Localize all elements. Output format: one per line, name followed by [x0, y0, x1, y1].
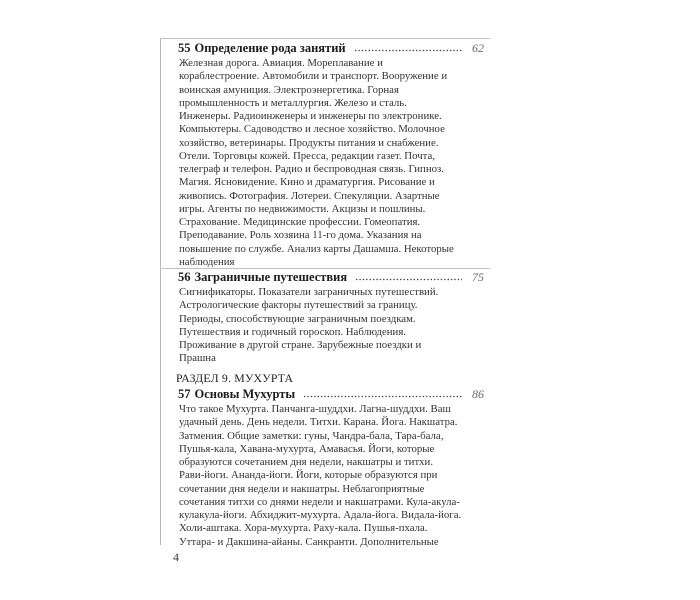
topic-line: Железная дорога. Авиация. Мореплавание и [179, 57, 383, 69]
topic-line: Астрологические факторы путешествий за границу. [179, 299, 418, 312]
topic-line: хозяйство, ветеринары. Продукты питания и снабжение. [179, 136, 439, 149]
topic-line: промышленность и металлургия. Железо и сталь. [179, 96, 407, 109]
page-reference: 86 [472, 387, 484, 401]
topic-line: кулакула-йоги. Абхиджит-мухурта. Адала-йога. Видала-йога. [179, 509, 462, 521]
topic-line: Путешествия и годичный гороскоп. Наблюдения. [179, 325, 406, 338]
margin-rule [160, 38, 161, 545]
topic-line: Магия. Ясновидение. Кино и драматургия. Рисование и [179, 176, 435, 189]
topic-line: воинская амуниция. Электроэнергетика. Горная [179, 83, 399, 96]
topic-line: Периоды, способствующие заграничным поездкам. [179, 312, 416, 325]
topic-line: сочетания титхи со днями недели и накшатрами. Кула-акула- [179, 495, 460, 508]
entry-divider [160, 38, 490, 39]
topic-line: наблюдения [179, 255, 235, 268]
page-reference: 62 [472, 41, 484, 55]
topic-line: Затмения. Общие заметки: гуны, Чандра-бала, Тара-бала, [179, 429, 444, 442]
toc-entry-heading [178, 269, 490, 286]
page-reference: 75 [472, 270, 484, 284]
page-number: 4 [173, 550, 179, 564]
chapter-number: 56 [178, 270, 191, 284]
topic-line: кораблестроение. Автомобили и транспорт. Вооружение и [179, 70, 448, 83]
toc-entry [178, 40, 490, 269]
chapter-number: 57 [178, 387, 191, 401]
topic-line: сочетании дня недели и накшатры. Неблагоприятные [179, 482, 425, 495]
dot-leader [354, 49, 462, 52]
topic-line: образуются сочетанием дня недели, накшатры и титхи. [179, 456, 434, 468]
topic-line: телеграф и телефон. Радио и беспроводная связь. Гипноз. [179, 163, 444, 175]
dot-leader [303, 395, 462, 398]
chapter-topics [178, 403, 490, 549]
chapter-number: 55 [178, 41, 191, 55]
topic-line: Проживание в другой стране. Зарубежные поездки и [179, 339, 422, 351]
topic-line: Рави-йоги. Ананда-йоги. Йоги, которые образуются при [179, 469, 438, 482]
topic-line: Уттара- и Дакшина-айаны. Санкранти. Дополнительные [179, 535, 439, 548]
toc-entry-heading [178, 40, 490, 57]
topic-line: Прашна [179, 352, 216, 365]
chapter-title: Определение рода занятий [194, 41, 346, 55]
chapter-title: Заграничные путешествия [194, 270, 348, 284]
topic-line: Страхование. Медицинские профессии. Гомеопатия. [179, 216, 421, 228]
topic-line: Компьютеры. Садоводство и лесное хозяйство. Молочное [179, 123, 445, 136]
toc-entry-heading [178, 386, 490, 403]
section-heading: РАЗДЕЛ 9. МУХУРТА [176, 371, 294, 385]
topic-line: Отели. Торговцы кожей. Пресса, редакции газет. Почта, [179, 149, 435, 162]
topic-line: повышение по службе. Анализ карты Дашамша. Некоторые [179, 242, 454, 255]
toc-entry [178, 386, 490, 549]
toc-entry [178, 269, 490, 366]
topic-line: игры. Агенты по недвижимости. Акцизы и пошлины. [179, 202, 426, 215]
topic-line: Инженеры. Радиоинженеры и инженеры по электронике. [179, 110, 442, 122]
dot-leader [355, 278, 462, 281]
topic-line: живопись. Фотография. Лотереи. Спекуляции. Азартные [179, 189, 440, 202]
chapter-topics [178, 57, 490, 269]
topic-line: удачный день. День недели. Титхи. Карана. Йога. Накшатра. [179, 416, 458, 429]
topic-line: Сигнификаторы. Показатели заграничных путешествий. [179, 286, 439, 298]
topic-line: Холи-аштака. Хора-мухурта. Раху-кала. Пушья-пхала. [179, 522, 428, 535]
topic-line: Пушья-кала, Хавана-мухурта, Амавасья. Йоги, которые [179, 442, 435, 455]
topic-line: Преподавание. Роль хозяина 11-го дома. Указания на [179, 229, 422, 242]
chapter-title: Основы Мухурты [194, 387, 296, 401]
topic-line: Что такое Мухурта. Панчанга-шуддхи. Лагна-шуддхи. Ваш [179, 403, 451, 415]
chapter-topics [178, 286, 490, 366]
